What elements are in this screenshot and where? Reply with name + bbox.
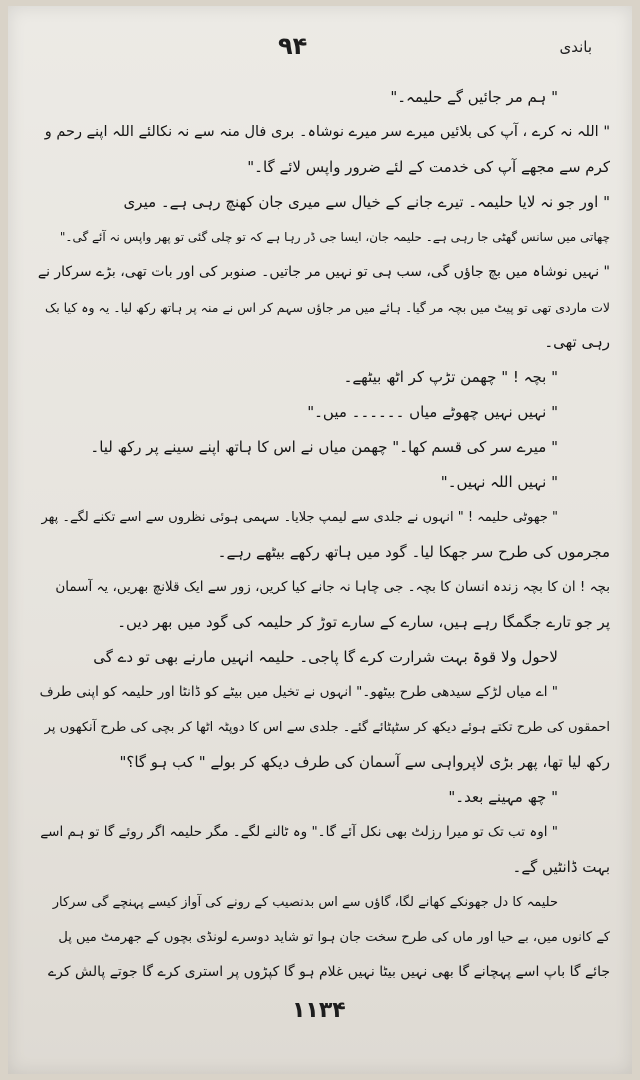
text-line: " جھوٹی حلیمہ ! " انہوں نے جلدی سے لیمپ جلایا۔ سہمی ہوئی نظروں سے اسے تکنے لگے۔ پھر <box>41 510 558 525</box>
text-line: حلیمہ کا دل جھونکے کھانے لگا، گاؤں سے اس بدنصیب کے رونے کی آواز کیسے پہنچے گی سرکار <box>52 895 558 910</box>
text-line: رکھ لیا تھا، پھر بڑی لاپرواہی سے آسمان کی طرف دیکھ کر بولے " کب ہو گا؟" <box>119 753 610 771</box>
page-number: ۹۴ <box>278 32 308 60</box>
text-line: " بچہ ! " چھمن تڑپ کر اٹھ بیٹھے۔ <box>343 368 558 386</box>
book-title: باندی <box>559 38 592 56</box>
text-line: " چھ مہینے بعد۔" <box>448 788 558 806</box>
text-line: لاحول ولا قوۃ بہت شرارت کرے گا پاجی۔ حلیمہ انہیں مارنے بھی تو دے گی <box>93 648 558 666</box>
text-line: " نہیں نہیں چھوٹے میاں ۔۔۔۔۔۔ میں۔" <box>307 403 558 421</box>
text-line: " ہم مر جائیں گے حلیمہ۔" <box>390 88 558 106</box>
page-header <box>8 28 632 68</box>
text-line: " اللہ نہ کرے ، آپ کی بلائیں میرے سر میرے نوشاہ۔ بری فال منہ سے نہ نکالئے اللہ اپنے رحم و <box>44 124 610 140</box>
text-line: " اے میاں لڑکے سیدھی طرح بیٹھو۔" انہوں نے تخیل میں بیٹے کو ڈانٹا اور حلیمہ کو اپنی طرف <box>39 684 558 700</box>
text-line: کرم سے مجھے آپ کی خدمت کے لئے ضرور واپس لائے گا۔" <box>247 158 610 176</box>
text-line: احمقوں کی طرح تکتے ہوئے دیکھ کر سٹپٹائے گئے۔ جلدی سے اس کا دوپٹہ اٹھا کر بچی کی طرح آنکھوں پر <box>44 720 610 735</box>
text-line: لات ماردی تھی تو پیٹ میں بچہ مر گیا۔ ہائے میں مر جاؤں سہم کر اس نے منہ پر ہاتھ رکھ لیا۔ یہ وہ کیا بک <box>45 300 610 315</box>
text-line: بہت ڈانٹیں گے۔ <box>512 858 610 876</box>
text-line: رہی تھی۔ <box>544 333 610 351</box>
text-line: " اور جو نہ لایا حلیمہ۔ تیرے جانے کے خیال سے میری جان کھنچ رہی ہے۔ میری <box>123 193 610 211</box>
text-line: " اوہ تب تک تو میرا رزلٹ بھی نکل آئے گا۔" وہ ٹالنے لگے۔ مگر حلیمہ اگر روئے گا تو ہم اسے <box>40 824 558 840</box>
text-line: پر جو تارے جگمگا رہے ہیں، سارے کے سارے توڑ کر حلیمہ کی گود میں بھر دیں۔ <box>117 613 610 631</box>
text-line: بچہ ! ان کا بچہ زندہ انسان کا بچہ۔ جی چاہا نہ جانے کیا کریں، زور سے ایک قلانچ بھریں، یہ آسمان <box>55 579 610 595</box>
text-line: کے کانوں میں، بے حیا اور ماں کی طرح سخت جان ہوا تو شاید دوسرے لونڈی بچوں کے جھرمٹ میں پل <box>58 930 610 945</box>
text-line: " میرے سر کی قسم کھا۔" چھمن میاں نے اس کا ہاتھ اپنے سینے پر رکھ لیا۔ <box>90 438 558 456</box>
text-line: چھاتی میں سانس گھٹی جا رہی ہے۔ حلیمہ جان، ایسا جی ڈر رہا ہے کہ تو چلی گئی تو پھر واپس نہ آئے گی۔" <box>59 230 610 244</box>
body-text <box>38 80 610 990</box>
footer-page-number: ۱۱۳۴ <box>292 998 346 1023</box>
text-line: مجرموں کی طرح سر جھکا لیا۔ گود میں ہاتھ رکھے بیٹھے رہے۔ <box>217 543 610 561</box>
text-line: جائے گا باپ اسے پہچانے گا بھی نہیں بیٹا نہیں غلام ہو گا کپڑوں پر استری کرے گا جوتے پالش کرے <box>47 964 610 980</box>
text-line: " نہیں نوشاہ میں بچ جاؤں گی، سب ہی تو نہیں مر جاتیں۔ صنوبر کی اور بات تھی، بڑے سرکار نے <box>38 264 610 280</box>
text-line: " نہیں اللہ نہیں۔" <box>440 473 558 491</box>
book-page <box>8 6 632 1074</box>
